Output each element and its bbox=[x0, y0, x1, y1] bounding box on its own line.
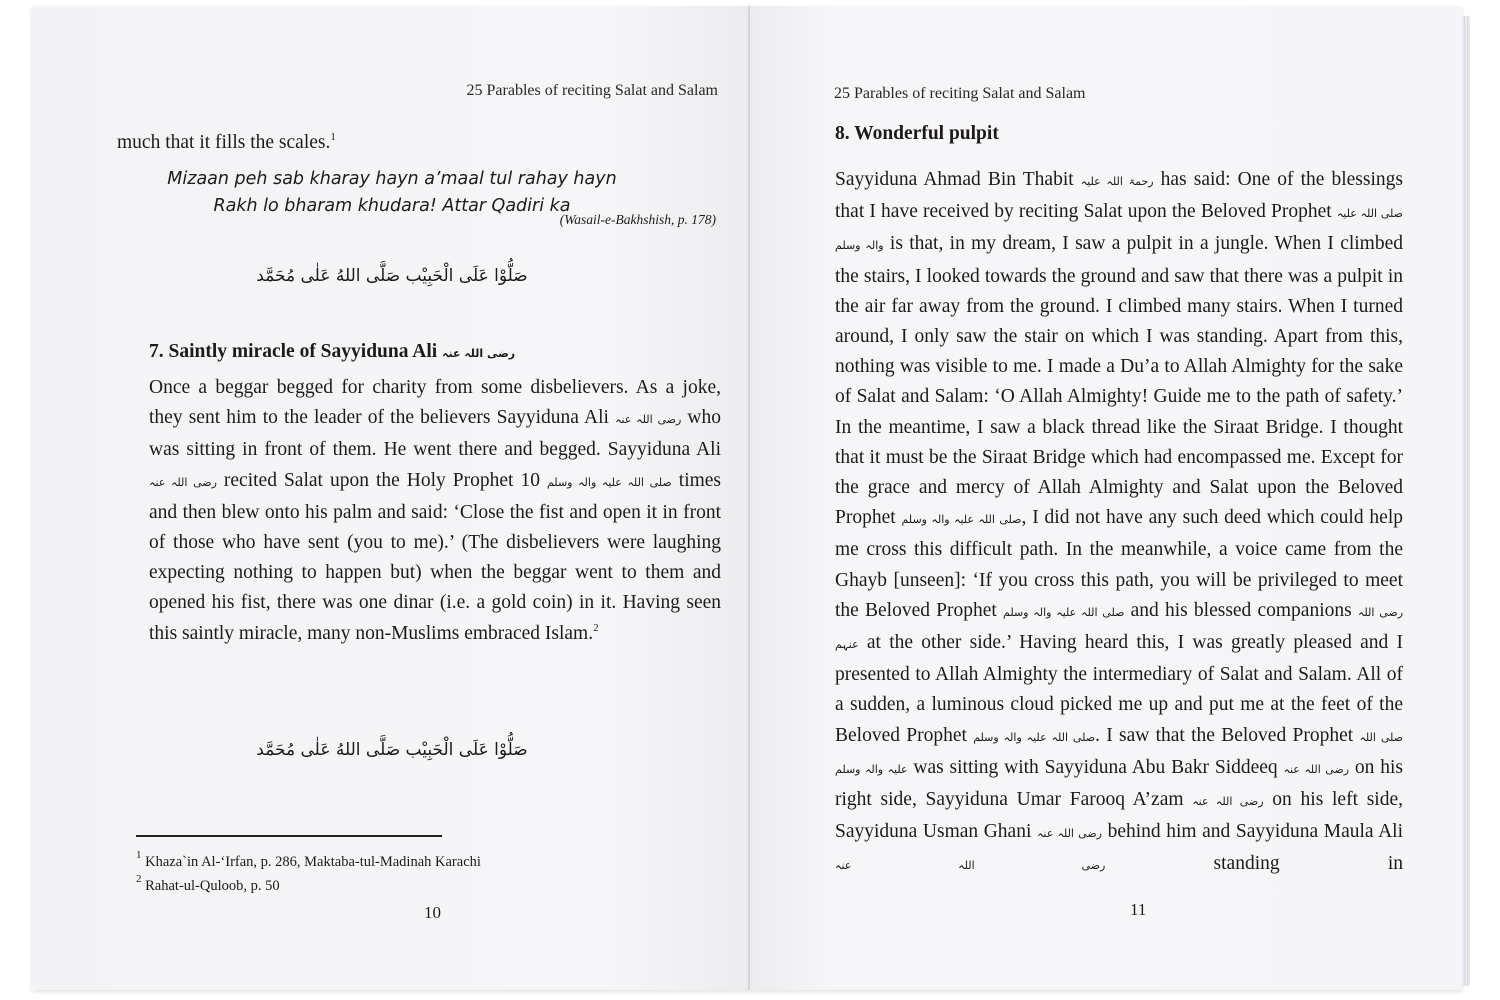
running-head-right: 25 Parables of reciting Salat and Salam bbox=[834, 85, 1086, 102]
footnote-2: $^2$ Rahat-ul-Quloob, p. 50 bbox=[136, 873, 280, 894]
honorific-radi: رضی اللہ عنہ bbox=[1036, 827, 1102, 841]
section-8-body: Sayyiduna Ahmad Bin Thabit رحمۃ اللہ علیہ has said: One of the blessings that I have received by reciting Salat upon the Beloved Prophet صلی اللہ علیہ والہ وسلم is that, in my dream, I saw a pulpit in a jungle. When I climbed the stairs, I looked towards the ground and saw that there was a pulpit in the air far away from the ground. I climbed many stairs. When I turned around, I only saw the stair on which I was standing. Apart from this, nothing was visible to me. I made a Du’a to Allah Almighty for the sake of Salat and Salam: ‘O Allah Almighty! Guide me to the path of safety.’ In the meantime, I saw a black thread like the Siraat Bridge. I thought that it must be the Siraat Bridge which had encompassed me. Except for the grace and mercy of Allah Almighty and Salat upon the Beloved Prophet صلی اللہ علیہ والہ وسلم, I did not have any such deed which could help me cross this difficult path. In the meanwhile, a voice came from the Ghayb [unseen]: ‘If you cross this path, you will be privileged to meet the Beloved Prophet صلی اللہ علیہ والہ وسلم and his blessed companions رضی اللہ عنہم at the other side.’ Having heard this, I was greatly pleased and I presented to Allah Almighty the intermediary of Salat and Salam. All of a sudden, a luminous cloud picked me up and put me at the feet of the Beloved Prophet صلی اللہ علیہ والہ وسلم. I saw that the Beloved Prophet صلی اللہ علیہ والہ وسلم was sitting with Sayyiduna Abu Bakr Siddeeq رضی اللہ عنہ on his right side, Sayyiduna Umar Farooq A’zam رضی اللہ عنہ on his left side, Sayyiduna Usman Ghani رضی اللہ عنہ behind him and Sayyiduna Maula Ali رضی اللہ عنہ standing in bbox=[835, 169, 1404, 875]
footnote-ref-1[interactable]: 1 bbox=[330, 131, 336, 143]
page-number-10: 10 bbox=[424, 903, 441, 922]
poem-citation: (Wasail-e-Bakhshish, p. 178) bbox=[559, 212, 716, 227]
page-number-11: 11 bbox=[1130, 900, 1147, 919]
footnote-1: $^1$ Khaza`in Al-‘Irfan, p. 286, Maktaba-tul-Madinah Karachi bbox=[136, 849, 481, 870]
section-heading-7: 7. Saintly miracle of Sayyiduna Ali رضی اللہ عنہ bbox=[149, 341, 516, 362]
honorific-radi: رضی اللہ عنہ bbox=[835, 859, 1106, 873]
right-page bbox=[750, 6, 1462, 990]
continued-text: much that it fills the scales.$^1$ bbox=[117, 131, 336, 153]
section-7-body: Once a beggar begged for charity from some disbelievers. As a joke, they sent him to the leader of the believers Sayyiduna Ali رضی اللہ عنہ who was sitting in front of them. He went there and begged. Sayyiduna Ali رضی اللہ عنہ recited Salat upon the Holy Prophet صلی اللہ علیہ والہ وسلم 10 times and then blew onto his palm and said: ‘Close the fist and open it in front of those who have sent (you to me).’ (The disbelievers were laughing expecting nothing to happen but) when the beggar went to them and opened his fist, there was one dinar (i.e. a gold coin) in it. Having seen this saintly miracle, many non-Muslims embraced Islam.$^2$ bbox=[149, 377, 722, 644]
honorific-salla: صلی اللہ علیہ والہ وسلم bbox=[973, 730, 1096, 744]
honorific-radi-plural: رضی اللہ عنہم bbox=[835, 605, 1404, 652]
running-head-left: 25 Parables of reciting Salat and Salam bbox=[466, 82, 718, 99]
honorific-radi: رضی اللہ عنہ bbox=[1192, 795, 1264, 809]
footnotes bbox=[136, 850, 481, 898]
honorific-radi: رضی اللہ عنہ bbox=[442, 347, 516, 360]
honorific-salla: صلی اللہ علیہ والہ وسلم bbox=[835, 207, 1404, 253]
durood-line-2: صَلُّوْا عَلَى الْحَبِيْب صَلَّى اللهُ عَلٰى مُحَمَّد bbox=[256, 740, 528, 760]
durood-line-1: صَلُّوْا عَلَى الْحَبِيْب صَلَّى اللهُ عَلٰى مُحَمَّد bbox=[256, 266, 528, 286]
page-stack-edge bbox=[1462, 16, 1470, 986]
honorific-salla: صلی اللہ علیہ والہ وسلم bbox=[901, 513, 1022, 527]
honorific-radi: رضی اللہ عنہ bbox=[615, 413, 682, 427]
honorific-radi: رضی اللہ عنہ bbox=[149, 475, 217, 489]
left-page bbox=[32, 6, 750, 990]
honorific-salla: صلی اللہ علیہ والہ وسلم bbox=[1003, 605, 1125, 619]
honorific-rahma: رحمۃ اللہ علیہ bbox=[1080, 175, 1154, 188]
honorific-salla: صلی اللہ علیہ والہ وسلم bbox=[546, 475, 672, 489]
honorific-radi: رضی اللہ عنہ bbox=[1283, 762, 1350, 776]
honorific-salla: صلی اللہ علیہ والہ وسلم bbox=[835, 730, 1403, 776]
footnote-divider bbox=[136, 835, 442, 837]
footnote-ref-2[interactable]: 2 bbox=[593, 621, 599, 634]
poem-line-1: Mizaan peh sab kharay hayn a’maal tul rahay hayn bbox=[167, 169, 617, 189]
open-booklet bbox=[32, 6, 1468, 990]
poem-line-2: Rakh lo bharam khudara! Attar Qadiri ka bbox=[213, 196, 571, 216]
section-heading-8: 8. Wonderful pulpit bbox=[835, 123, 999, 144]
